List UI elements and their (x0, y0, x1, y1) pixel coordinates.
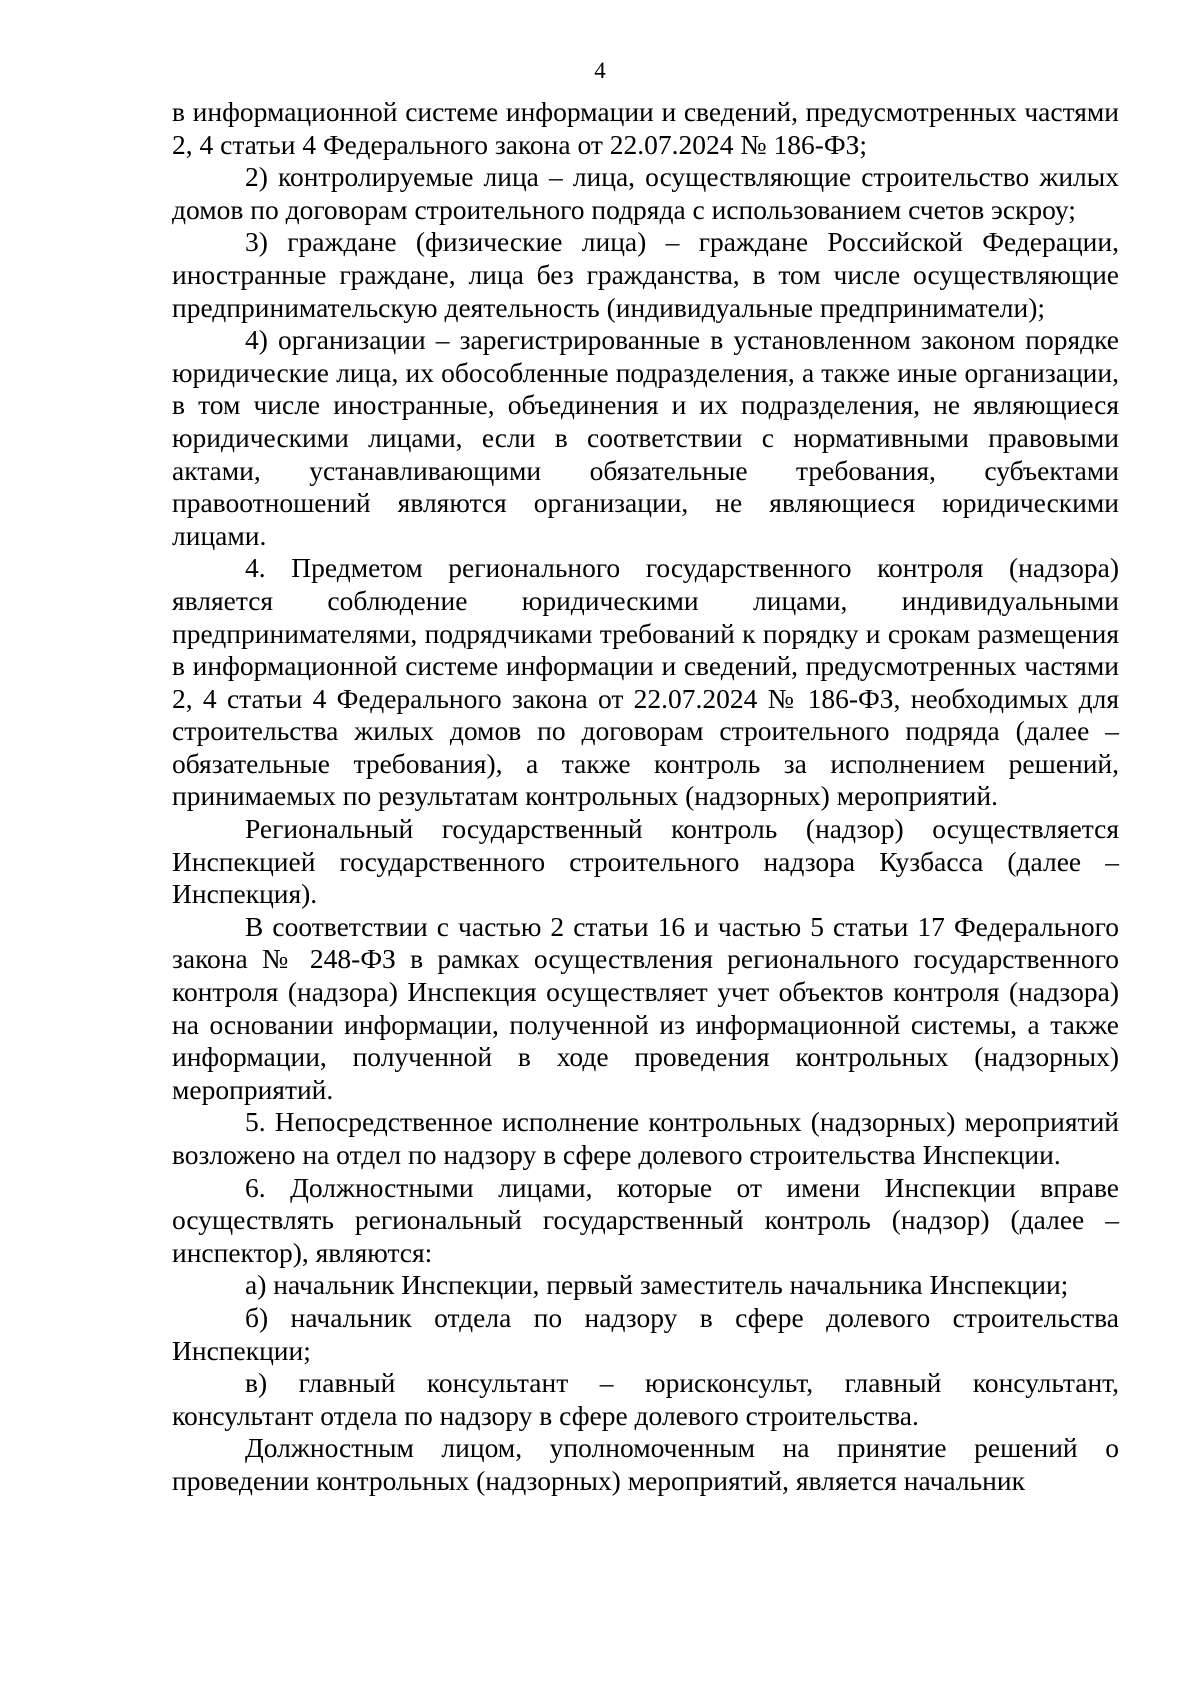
paragraph-organizations: 4) организации – зарегистрированные в установленном законом порядке юридические лица, их обособленные подразделения, а также иные организации, в том числе иностранные, объединения и их подразделения, не являющиеся юридическими лицами, если в соответствии с нормативными правовыми актами, устанавливающими обязательные требования, субъектами правоотношений являются организации, не являющиеся юридическими лицами. (172, 324, 1119, 551)
paragraph-authorized-official: Должностным лицом, уполномоченным на принятие решений о проведении контрольных (надзорных) мероприятий, является начальник (172, 1432, 1119, 1496)
page-number: 4 (594, 58, 606, 83)
paragraph-controlled-persons: 2) контролируемые лица – лица, осуществляющие строительство жилых домов по договорам строительного подряда с использованием счетов эскроу; (172, 161, 1119, 225)
paragraph-officials: 6. Должностными лицами, которые от имени Инспекции вправе осуществлять региональный государственный контроль (надзор) (далее – инспектор), являются: (172, 1171, 1119, 1268)
list-item-b: б) начальник отдела по надзору в сфере долевого строительства Инспекции; (172, 1301, 1119, 1366)
paragraph-citizens: 3) граждане (физические лица) – граждане Российской Федерации, иностранные граждане, лица без гражданства, в том числе осуществляющие предпринимательскую деятельность (индивидуальные предприниматели); (172, 226, 1119, 323)
list-item-a: а) начальник Инспекции, первый заместитель начальника Инспекции; (245, 1269, 1069, 1301)
paragraph-continuation: в информационной системе информации и сведений, предусмотренных частями 2, 4 статьи 4 Федерального закона от 22.07.2024 № 186-ФЗ; (172, 96, 1119, 160)
paragraph-objects-accounting: В соответствии с частью 2 статьи 16 и частью 5 статьи 17 Федерального закона № 248-ФЗ в рамках осуществления регионального государственного контроля (надзора) Инспекция осуществляет учет объектов контроля (надзора) на основании информации, полученной из информационной системы, а также информации, полученной в ходе проведения контрольных (надзорных) мероприятий. (172, 910, 1119, 1105)
list-item-v: в) главный консультант – юрисконсульт, главный консультант, консультант отдела по надзору в сфере долевого строительства. (172, 1367, 1119, 1431)
document-body (172, 96, 1119, 1498)
paragraph-control-authority: Региональный государственный контроль (надзор) осуществляется Инспекцией государственного строительного надзора Кузбасса (далее – Инспекция). (172, 813, 1119, 910)
paragraph-subject-of-control: 4. Предметом регионального государственного контроля (надзора) является соблюдение юридическими лицами, индивидуальными предпринимателями, подрядчиками требований к порядку и срокам размещения в информационной системе информации и сведений, предусмотренных частями 2, 4 статьи 4 Федерального закона от 22.07.2024 № 186-ФЗ, необходимых для строительства жилых домов по договорам строительного подряда (далее – обязательные требования), а также контроль за исполнением решений, принимаемых по результатам контрольных (надзорных) мероприятий. (172, 552, 1119, 812)
paragraph-execution-department: 5. Непосредственное исполнение контрольных (надзорных) мероприятий возложено на отдел по надзору в сфере долевого строительства Инспекции. (172, 1106, 1119, 1170)
